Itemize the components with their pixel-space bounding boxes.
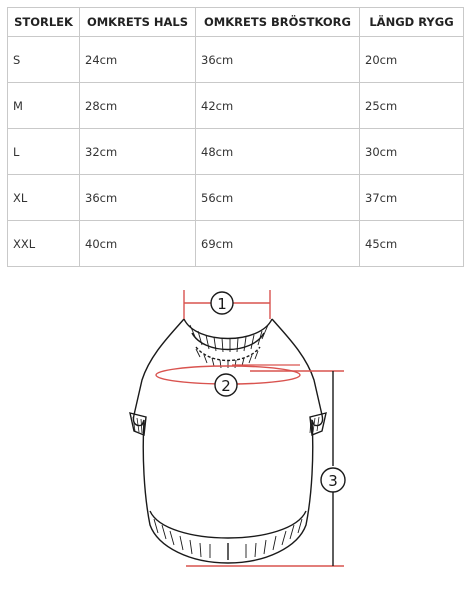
size-cell: M (8, 83, 80, 129)
table-row (8, 175, 464, 221)
back-cell: 20cm (360, 37, 464, 83)
header-neck-circumference: OMKRETS HALS (80, 8, 196, 37)
sweater-measurement-diagram (100, 285, 360, 575)
sweater-outline (130, 319, 326, 563)
table-row (8, 221, 464, 267)
chest-cell: 42cm (196, 83, 360, 129)
back-cell: 30cm (360, 129, 464, 175)
table-row (8, 83, 464, 129)
header-size: STORLEK (8, 8, 80, 37)
size-cell: L (8, 129, 80, 175)
marker-2-label: 2 (221, 377, 231, 395)
back-cell: 45cm (360, 221, 464, 267)
marker-1-label: 1 (217, 295, 227, 313)
size-cell: XXL (8, 221, 80, 267)
neck-cell: 36cm (80, 175, 196, 221)
size-chart-header-row (8, 8, 464, 37)
chest-cell: 36cm (196, 37, 360, 83)
table-row (8, 129, 464, 175)
marker-3-label: 3 (328, 472, 338, 490)
header-chest-circumference: OMKRETS BRÖSTKORG (196, 8, 360, 37)
chest-cell: 48cm (196, 129, 360, 175)
neck-cell: 40cm (80, 221, 196, 267)
back-cell: 25cm (360, 83, 464, 129)
collar-ribbing (190, 325, 268, 368)
chest-cell: 56cm (196, 175, 360, 221)
size-chart-table (7, 7, 464, 267)
neck-cell: 28cm (80, 83, 196, 129)
table-row (8, 37, 464, 83)
neck-cell: 32cm (80, 129, 196, 175)
cuff-ribbing (133, 417, 319, 433)
header-back-length: LÄNGD RYGG (360, 8, 464, 37)
size-cell: S (8, 37, 80, 83)
chest-cell: 69cm (196, 221, 360, 267)
size-cell: XL (8, 175, 80, 221)
back-cell: 37cm (360, 175, 464, 221)
neck-cell: 24cm (80, 37, 196, 83)
